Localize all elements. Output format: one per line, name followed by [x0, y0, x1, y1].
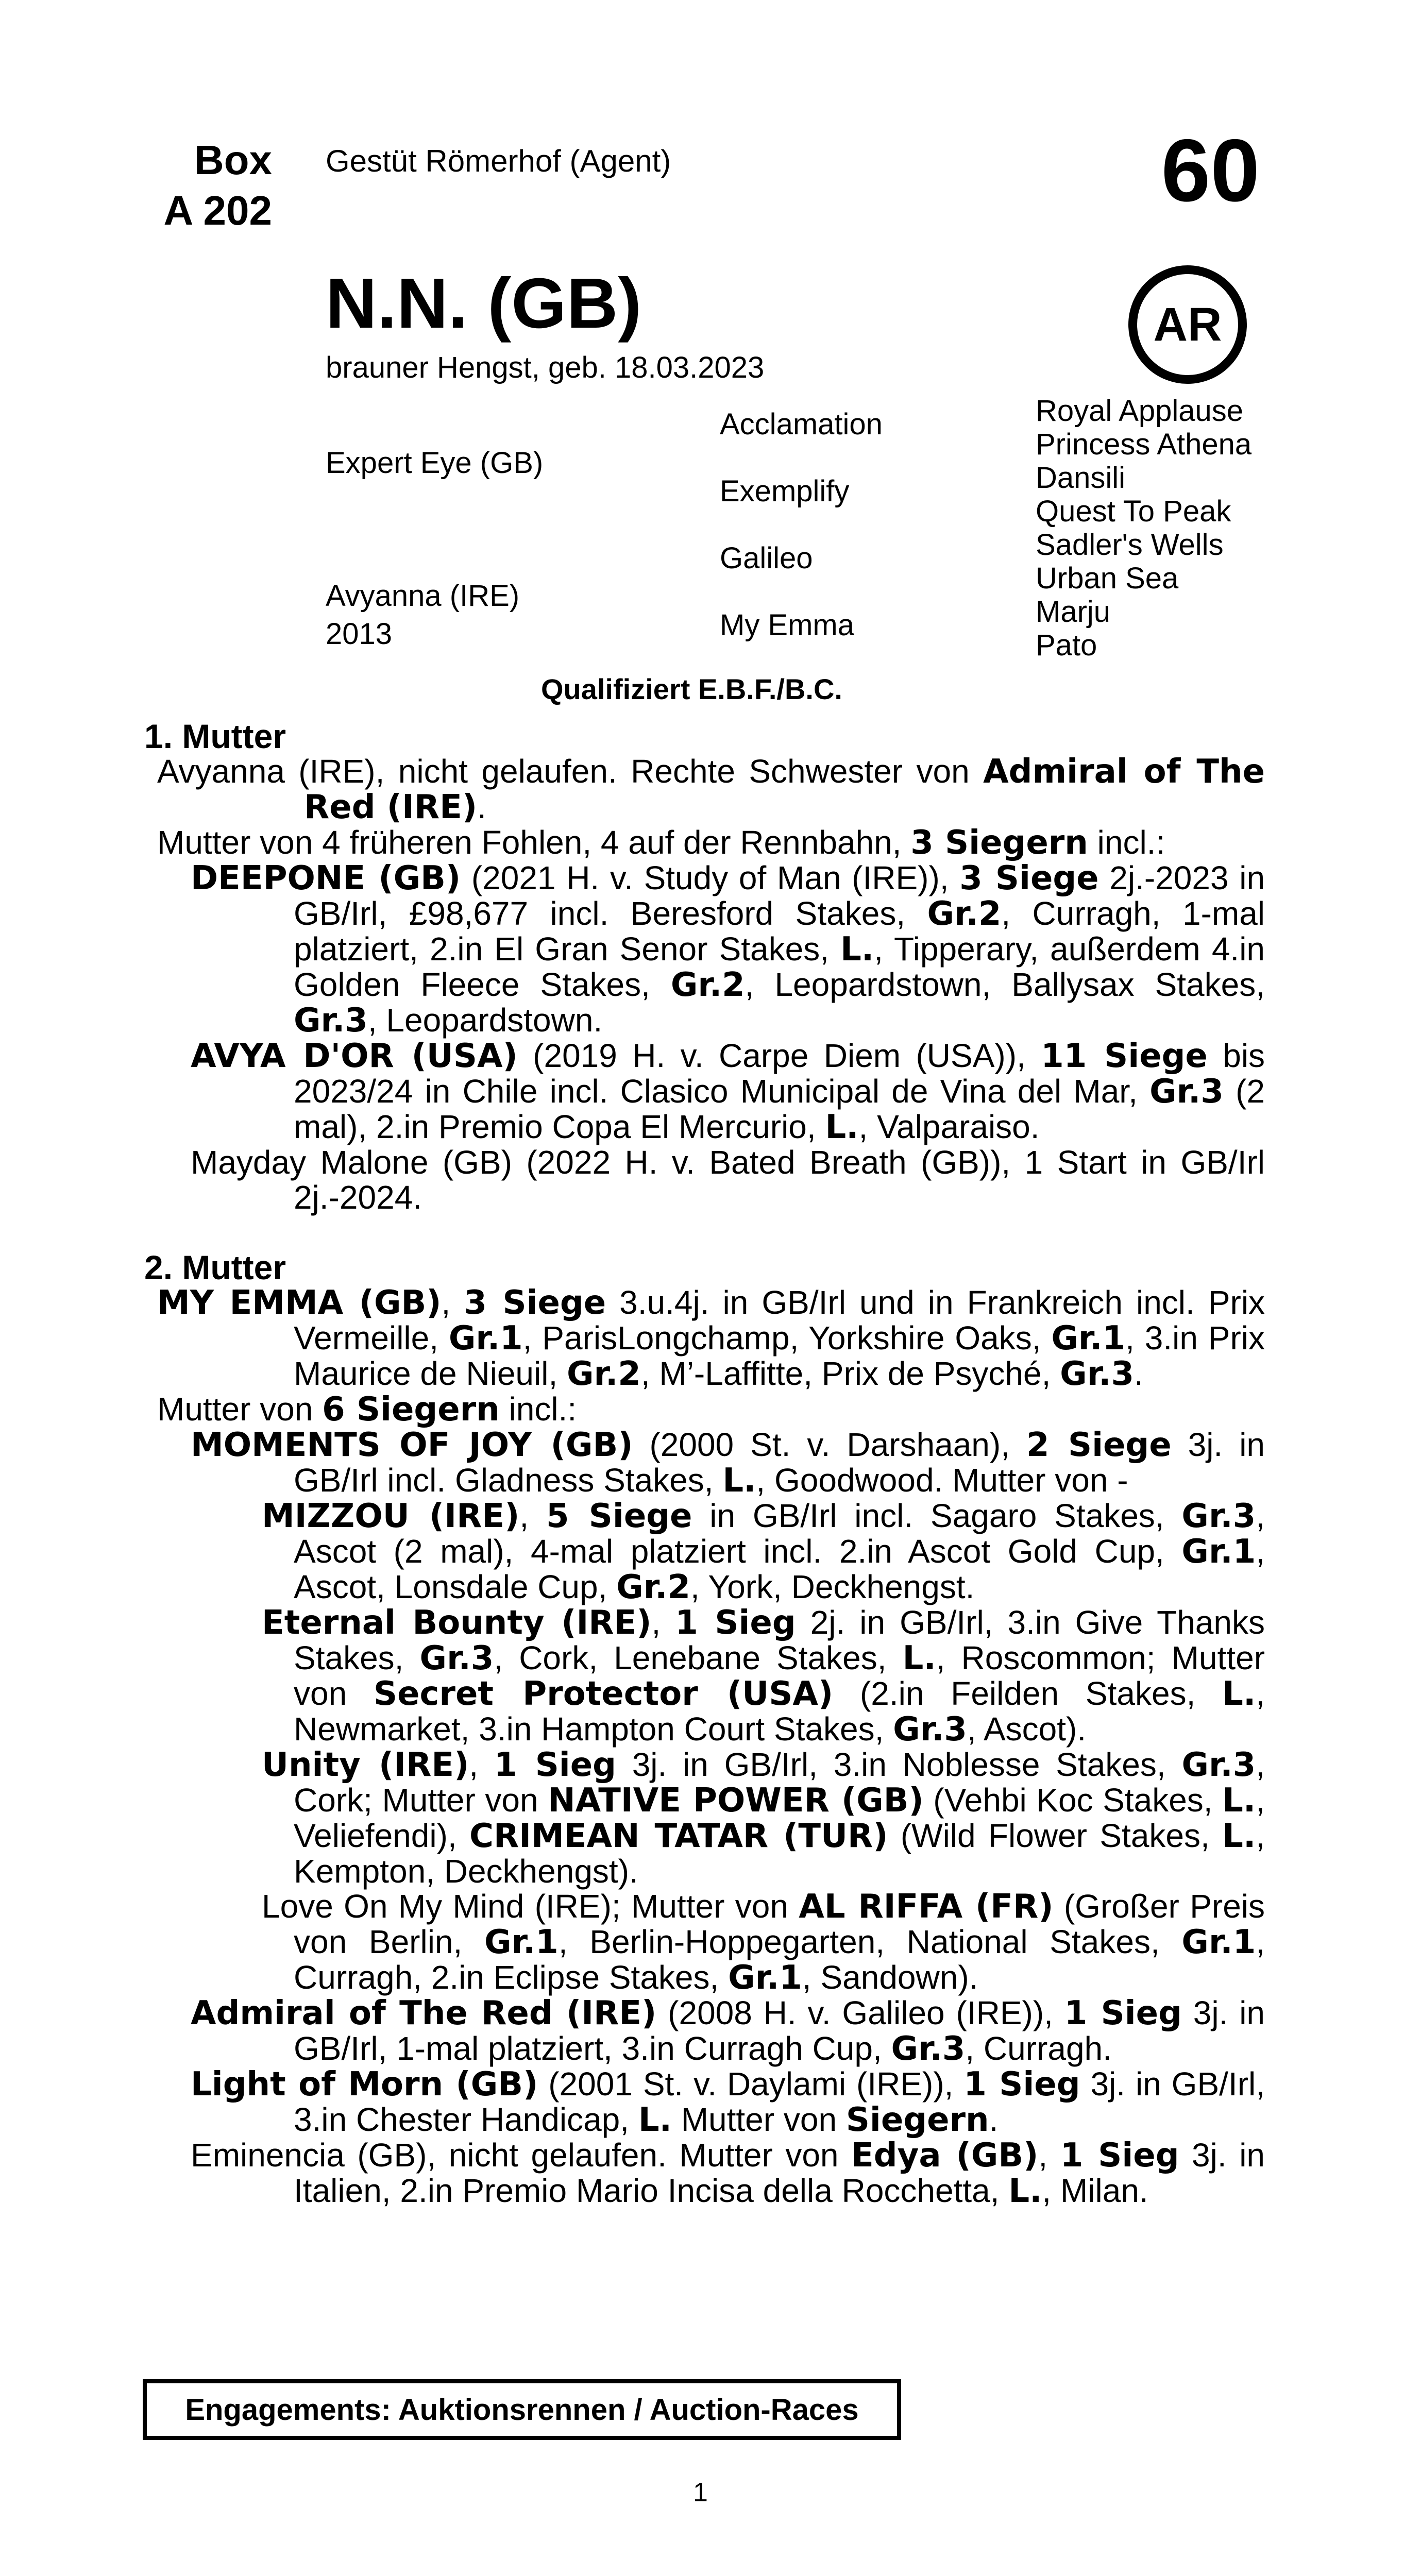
text: , Curragh. [965, 2030, 1112, 2067]
text: 1 Sieg [1060, 2137, 1179, 2175]
text: , Ascot). [967, 1710, 1087, 1748]
text: NATIVE POWER (GB) [548, 1782, 924, 1820]
text: Gr.1 [1181, 1923, 1256, 1961]
pedigree-sire: Expert Eye (GB) [326, 446, 544, 480]
text: , Newmarket, 3.in Hampton Court Stakes, [294, 1675, 1265, 1748]
text: , Milan. [1042, 2172, 1148, 2209]
text: Gr.3 [1181, 1497, 1256, 1535]
pedigree-great-grandparent: Sadler's Wells [1036, 528, 1224, 562]
text: bis 2023/24 in Chile incl. Clasico Municipal de Vina del Mar, [294, 1037, 1265, 1110]
text: Mutter von [671, 2101, 846, 2138]
text: Siegern [845, 2101, 989, 2139]
text: (Vehbi Koc Stakes, [923, 1782, 1223, 1819]
pedigree-great-grandparent: Quest To Peak [1036, 495, 1231, 528]
box-line1: Box [194, 137, 272, 183]
text: Mayday Malone (GB) (2022 H. v. Bated Breath (GB)), 1 Start in GB/Irl 2j.-2024. [191, 1144, 1265, 1216]
text: (2000 St. v. Darshaan), [633, 1426, 1026, 1463]
text: L. [1222, 1782, 1256, 1820]
horse-name: N.N. (GB) [326, 264, 642, 343]
offspring-entry [144, 1038, 1265, 1145]
text: (2021 H. v. Study of Man (IRE)), [461, 859, 960, 896]
text: 3j. in GB/Irl, 1-mal platziert, 3.in Curragh Cup, [294, 1994, 1265, 2067]
text: Gr.1 [1051, 1319, 1126, 1358]
text: . [1134, 1355, 1143, 1392]
text: Gr.1 [728, 1959, 802, 1997]
offspring-name: MOMENTS OF JOY (GB) [191, 1426, 633, 1464]
text: Gr.3 [294, 1002, 368, 1040]
offspring-name: MIZZOU (IRE) [262, 1497, 520, 1535]
granddam-produce-summary [144, 1392, 1265, 1427]
text: (2001 St. v. Daylami (IRE)), [538, 2065, 964, 2103]
offspring-name: Light of Morn (GB) [191, 2065, 538, 2104]
pedigree-great-grandparent: Marju [1036, 595, 1111, 629]
text: Gr.3 [419, 1639, 494, 1677]
granddam-name: MY EMMA (GB) [157, 1284, 442, 1322]
text: , Cork; Mutter von [294, 1746, 1265, 1819]
text: L. [638, 2101, 672, 2139]
text: incl.: [1088, 824, 1165, 861]
text: 5 Siege [546, 1497, 692, 1535]
offspring-entry [144, 2138, 1265, 2209]
text: in GB/Irl incl. Sagaro Stakes, [692, 1497, 1182, 1534]
text: , Roscommon; Mutter von [294, 1639, 1265, 1712]
pedigree-dam: Avyanna (IRE) [326, 579, 520, 613]
text: 1 Sieg [675, 1604, 796, 1642]
text: , 3.in Prix Maurice de Nieuil, [294, 1319, 1265, 1392]
text: , Leopardstown. [367, 1002, 603, 1039]
text: , M’-Laffitte, Prix de Psyché, [640, 1355, 1060, 1392]
text: , Valparaiso. [858, 1108, 1040, 1145]
text: , Ascot, Lonsdale Cup, [294, 1533, 1265, 1605]
text: , [519, 1497, 546, 1534]
text: , Curragh, 2.in Eclipse Stakes, [294, 1923, 1265, 1996]
text: , [1038, 2137, 1060, 2174]
lot-number: 60 [1161, 121, 1260, 220]
pedigree-grandparent: Acclamation [720, 408, 883, 441]
text: 11 Siege [1041, 1037, 1208, 1075]
text: L. [840, 930, 874, 969]
ar-badge [1128, 265, 1247, 384]
pedigree-grandparent: Exemplify [720, 474, 850, 508]
offspring-name: DEEPONE (GB) [191, 859, 461, 897]
pedigree-great-grandparent: Urban Sea [1036, 562, 1179, 595]
text: 2j.-2023 in GB/Irl, £98,677 incl. Beresford Stakes, [294, 859, 1265, 932]
text: Edya (GB) [851, 2137, 1039, 2175]
text: (Großer Preis von Berlin, [294, 1888, 1265, 1960]
text: 3j. in GB/Irl incl. Gladness Stakes, [294, 1426, 1265, 1499]
text: , Kempton, Deckhengst). [294, 1817, 1265, 1890]
text: Mutter von 4 früheren Fohlen, 4 auf der Rennbahn, [157, 824, 911, 861]
text: , York, Deckhengst. [690, 1568, 975, 1605]
text: 3.u.4j. in GB/Irl und in Frankreich incl. Prix Vermeille, [294, 1284, 1265, 1357]
text: , Curragh, 1-mal platziert, 2.in El Gran Senor Stakes, [294, 895, 1265, 968]
text: Gr.3 [1149, 1073, 1224, 1111]
text: , [651, 1604, 675, 1641]
offspring-name: AVYA D'OR (USA) [191, 1037, 518, 1075]
text: (2008 H. v. Galileo (IRE)), [656, 1994, 1064, 2031]
box-label [163, 135, 272, 236]
text: Gr.3 [893, 1710, 967, 1749]
text: L. [1222, 1675, 1256, 1713]
pedigree-great-grandparent: Princess Athena [1036, 428, 1252, 461]
text: 1 Sieg [1064, 1994, 1182, 2032]
text: , Cork, Lenebane Stakes, [494, 1639, 903, 1676]
text: L. [1008, 2172, 1042, 2210]
text: (2019 H. v. Carpe Diem (USA)), [517, 1037, 1041, 1074]
qualification-note: Qualifiziert E.B.F./B.C. [541, 673, 842, 705]
text: , Veliefendi), [294, 1782, 1265, 1854]
text: AL RIFFA (FR) [799, 1888, 1054, 1926]
offspring-name: Eternal Bounty (IRE) [262, 1604, 652, 1642]
grand-offspring-entry [144, 1747, 1265, 1889]
pedigree-great-grandparent: Pato [1036, 629, 1097, 662]
text: , [441, 1284, 464, 1321]
grand-offspring-entry [144, 1498, 1265, 1605]
text: Gr.3 [1181, 1746, 1256, 1784]
ar-badge-label: AR [1153, 298, 1222, 351]
offspring-entry [144, 860, 1265, 1038]
engagements-box [143, 2379, 901, 2440]
text: 3j. in GB/Irl, 3.in Noblesse Stakes, [616, 1746, 1182, 1783]
text: , nicht gelaufen. Rechte Schwester von [375, 753, 984, 790]
text: , [469, 1746, 494, 1783]
text: 3 Siegern [910, 824, 1088, 862]
text: (Wild Flower Stakes, [888, 1817, 1223, 1854]
text: , Berlin-Hoppegarten, National Stakes, [558, 1923, 1182, 1960]
text: L. [722, 1462, 756, 1500]
text: 1 Sieg [494, 1746, 616, 1784]
agent-name: Gestüt Römerhof (Agent) [326, 144, 671, 178]
text: , Goodwood. Mutter von - [756, 1462, 1128, 1499]
text: 3j. in Italien, 2.in Premio Mario Incisa della Rocchetta, [294, 2137, 1265, 2209]
engagements-label: Engagements: Auktionsrennen / Auction-Races [185, 2393, 859, 2427]
text: Gr.2 [567, 1355, 641, 1393]
text: 1 Sieg [963, 2065, 1080, 2104]
offspring-entry [144, 1145, 1265, 1215]
pedigree-grandparent: My Emma [720, 608, 854, 642]
offspring-name: Admiral of The Red (IRE) [191, 1994, 657, 2032]
text: Gr.1 [448, 1319, 523, 1358]
text: L. [1222, 1817, 1256, 1855]
offspring-entry [144, 1995, 1265, 2066]
text: CRIMEAN TATAR (TUR) [469, 1817, 888, 1855]
text: L. [902, 1639, 936, 1677]
text: (2 mal), 2.in Premio Copa El Mercurio, [294, 1073, 1265, 1145]
text: Gr.2 [670, 966, 745, 1004]
text: Gr.2 [616, 1568, 690, 1606]
horse-description: brauner Hengst, geb. 18.03.2023 [326, 351, 765, 384]
grand-offspring-entry [144, 1605, 1265, 1747]
text: Gr.3 [891, 2030, 966, 2068]
dam-name: Avyanna (IRE) [157, 753, 376, 790]
offspring-entry [144, 1427, 1265, 1498]
text: 3 Siege [464, 1284, 606, 1322]
text: . [989, 2101, 999, 2138]
text: L. [825, 1108, 859, 1146]
text: 6 Siegern [322, 1391, 500, 1429]
text: Love On My Mind (IRE); Mutter von [262, 1888, 799, 1925]
text: , ParisLongchamp, Yorkshire Oaks, [522, 1319, 1052, 1357]
dam-entry [144, 754, 1265, 825]
pedigree-great-grandparent: Dansili [1036, 461, 1126, 495]
pedigree-grandparent: Galileo [720, 541, 813, 575]
pedigree-great-grandparent: Royal Applause [1036, 394, 1244, 428]
text: , Ascot (2 mal), 4-mal platziert incl. 2.in Ascot Gold Cup, [294, 1497, 1265, 1570]
offspring-entry [144, 2066, 1265, 2138]
text: , Tipperary, außerdem 4.in Golden Fleece Stakes, [294, 930, 1265, 1003]
dam-produce-summary [144, 825, 1265, 860]
text: Eminencia (GB), nicht gelaufen. Mutter von [191, 2137, 852, 2174]
pedigree-great-grandparents [1036, 394, 1251, 662]
text: 2 Siege [1026, 1426, 1172, 1464]
section1-heading: 1. Mutter [144, 717, 286, 755]
text: 2j. in GB/Irl, 3.in Give Thanks Stakes, [294, 1604, 1265, 1676]
text: Gr.2 [927, 895, 1002, 933]
text: 3j. in GB/Irl, 3.in Chester Handicap, [294, 2065, 1265, 2138]
text: Secret Protector (USA) [373, 1675, 834, 1713]
text: (2.in Feilden Stakes, [833, 1675, 1223, 1712]
text: Gr.1 [484, 1923, 559, 1961]
text: , Leopardstown, Ballysax Stakes, [745, 966, 1265, 1003]
granddam-entry [144, 1285, 1265, 1392]
text: . [477, 788, 486, 825]
text: Mutter von [157, 1391, 323, 1428]
text: Gr.3 [1060, 1355, 1134, 1393]
text: 3 Siege [959, 859, 1099, 897]
box-line2: A 202 [163, 188, 272, 233]
dam-sibling: Admiral of The Red (IRE) [304, 753, 1265, 826]
section2-heading: 2. Mutter [144, 1248, 286, 1286]
produce-record [144, 719, 1265, 2209]
text: , Sandown). [802, 1959, 978, 1996]
page-number: 1 [693, 2478, 708, 2507]
grand-offspring-entry [144, 1889, 1265, 1995]
text: Gr.1 [1181, 1533, 1256, 1571]
offspring-name: Unity (IRE) [262, 1746, 469, 1784]
text: incl.: [499, 1391, 577, 1428]
pedigree-dam-year: 2013 [326, 617, 393, 651]
